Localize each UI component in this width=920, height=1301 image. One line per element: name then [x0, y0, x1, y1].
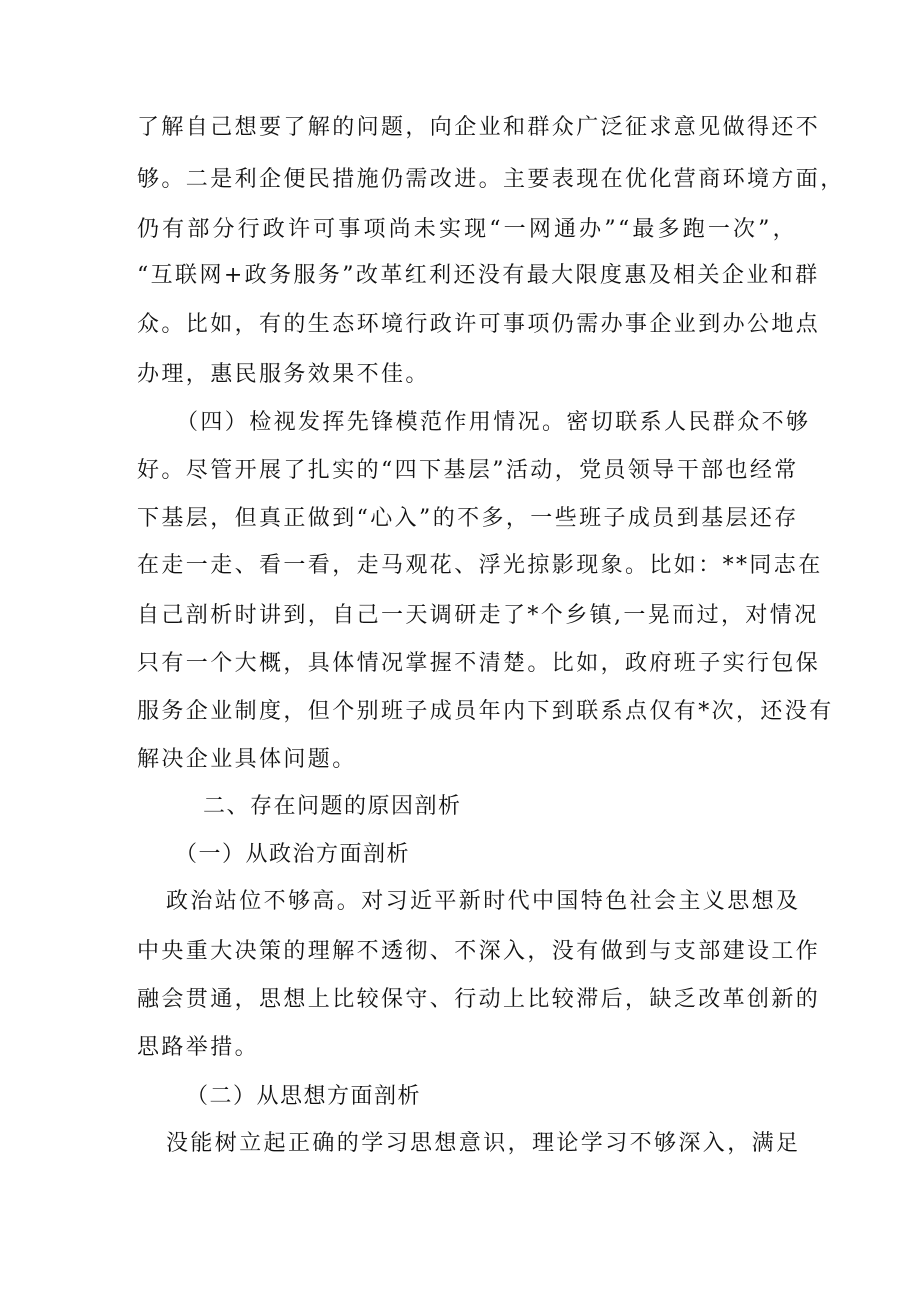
body-text-line: 在走一走、看一看，走马观花、浮光掠影现象。比如：**同志在	[137, 553, 823, 578]
body-text-line: 仍有部分行政许可事项尚未实现“一网通办”“最多跑一次”，	[137, 217, 797, 242]
body-text-line: 了解自己想要了解的问题，向企业和群众广泛征求意见做得还不	[137, 115, 821, 140]
section-paragraph-start: （四）检视发挥先锋模范作用情况。密切联系人民群众不够	[176, 410, 811, 435]
body-text-line: 下基层，但真正做到“心入”的不多，一些班子成员到基层还存	[137, 506, 799, 531]
subsection-heading: （二）从思想方面剖析	[186, 1084, 422, 1109]
body-text-line: 解决企业具体问题。	[137, 747, 357, 772]
body-text-line: 办理，惠民服务效果不佳。	[137, 362, 430, 387]
body-text-line: 自己剖析时讲到，自己一天调研走了*个乡镇,一晃而过，对情况	[137, 603, 819, 628]
body-text-line: 思路举措。	[137, 1035, 260, 1060]
body-text-line: 只有一个大概，具体情况掌握不清楚。比如，政府班子实行包保	[137, 651, 821, 676]
body-text-line: 好。尽管开展了扎实的“四下基层”活动，党员领导干部也经常	[137, 458, 799, 483]
section-heading: 二、存在问题的原因剖析	[203, 794, 462, 819]
body-text-line: 够。二是利企便民措施仍需改进。主要表现在优化营商环境方面，	[137, 167, 845, 192]
body-text-line: 服务企业制度，但个别班子成员年内下到联系点仅有*次，还没有	[137, 699, 834, 724]
subsection-heading: （一）从政治方面剖析	[175, 842, 411, 867]
body-text-line: 中央重大决策的理解不透彻、不深入，没有做到与支部建设工作	[137, 939, 821, 964]
body-text-line: 融会贯通，思想上比较保守、行动上比较滞后，缺乏改革创新的	[137, 987, 821, 1012]
paragraph-start: 政治站位不够高。对习近平新时代中国特色社会主义思想及	[166, 889, 801, 914]
body-text-line: “互联网+政务服务”改革红利还没有最大限度惠及相关企业和群	[137, 263, 820, 288]
paragraph-start: 没能树立起正确的学习思想意识，理论学习不够深入，满足	[166, 1131, 801, 1156]
body-text-line: 众。比如，有的生态环境行政许可事项仍需办事企业到办公地点	[137, 312, 821, 337]
